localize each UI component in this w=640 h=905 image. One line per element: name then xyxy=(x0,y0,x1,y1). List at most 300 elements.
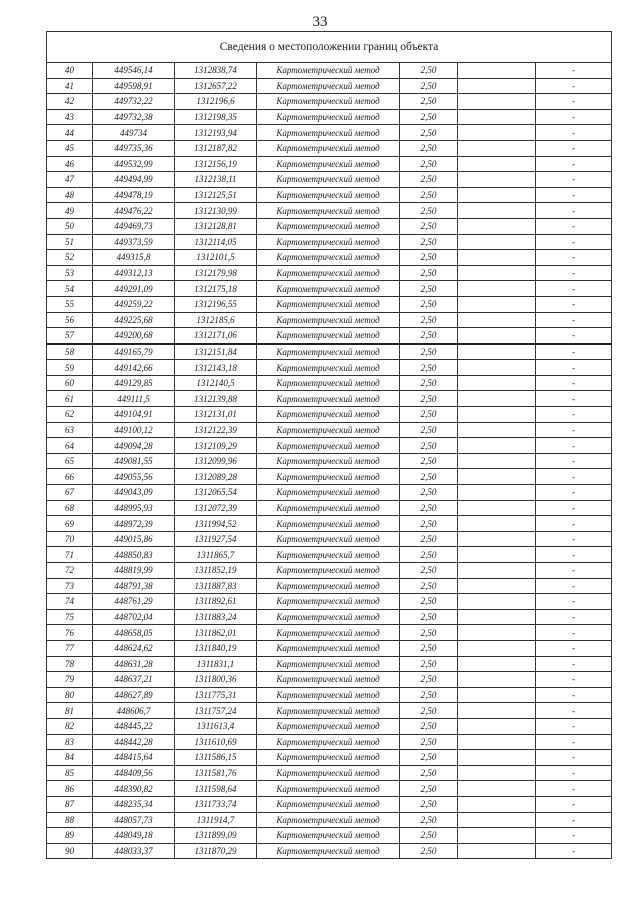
blank-cell xyxy=(458,734,536,750)
dash-cell: - xyxy=(536,625,612,641)
boundary-table xyxy=(46,31,612,859)
dash-cell: - xyxy=(536,172,612,188)
blank-cell xyxy=(458,281,536,297)
x-coordinate-cell: 449532,99 xyxy=(93,156,175,172)
accuracy-cell: 2,50 xyxy=(400,828,458,844)
point-number-cell: 76 xyxy=(47,625,93,641)
blank-cell xyxy=(458,63,536,79)
dash-cell: - xyxy=(536,469,612,485)
blank-cell xyxy=(458,640,536,656)
accuracy-cell: 2,50 xyxy=(400,234,458,250)
method-cell: Картометрический метод xyxy=(257,391,400,407)
y-coordinate-cell: 1312109,29 xyxy=(175,438,257,454)
dash-cell: - xyxy=(536,265,612,281)
table-row xyxy=(47,203,612,219)
dash-cell: - xyxy=(536,281,612,297)
method-cell: Картометрический метод xyxy=(257,94,400,110)
accuracy-cell: 2,50 xyxy=(400,296,458,312)
blank-cell xyxy=(458,187,536,203)
point-number-cell: 67 xyxy=(47,485,93,501)
method-cell: Картометрический метод xyxy=(257,609,400,625)
accuracy-cell: 2,50 xyxy=(400,172,458,188)
y-coordinate-cell: 1311883,24 xyxy=(175,609,257,625)
point-number-cell: 85 xyxy=(47,765,93,781)
method-cell: Картометрический метод xyxy=(257,407,400,423)
blank-cell xyxy=(458,172,536,188)
table-row xyxy=(47,828,612,844)
y-coordinate-cell: 1311581,76 xyxy=(175,765,257,781)
table-row xyxy=(47,547,612,563)
blank-cell xyxy=(458,94,536,110)
blank-cell xyxy=(458,609,536,625)
blank-cell xyxy=(458,203,536,219)
blank-cell xyxy=(458,765,536,781)
table-row xyxy=(47,438,612,454)
x-coordinate-cell: 449494,99 xyxy=(93,172,175,188)
point-number-cell: 77 xyxy=(47,640,93,656)
dash-cell: - xyxy=(536,360,612,376)
dash-cell: - xyxy=(536,578,612,594)
y-coordinate-cell: 1311800,36 xyxy=(175,672,257,688)
point-number-cell: 78 xyxy=(47,656,93,672)
x-coordinate-cell: 449373,59 xyxy=(93,234,175,250)
point-number-cell: 68 xyxy=(47,500,93,516)
point-number-cell: 74 xyxy=(47,594,93,610)
accuracy-cell: 2,50 xyxy=(400,469,458,485)
point-number-cell: 62 xyxy=(47,407,93,423)
point-number-cell: 87 xyxy=(47,796,93,812)
accuracy-cell: 2,50 xyxy=(400,516,458,532)
method-cell: Картометрический метод xyxy=(257,547,400,563)
blank-cell xyxy=(458,265,536,281)
method-cell: Картометрический метод xyxy=(257,109,400,125)
dash-cell: - xyxy=(536,407,612,423)
x-coordinate-cell: 449111,5 xyxy=(93,391,175,407)
y-coordinate-cell: 1312198,35 xyxy=(175,109,257,125)
y-coordinate-cell: 1311865,7 xyxy=(175,547,257,563)
y-coordinate-cell: 1311870,29 xyxy=(175,843,257,859)
point-number-cell: 70 xyxy=(47,531,93,547)
method-cell: Картометрический метод xyxy=(257,453,400,469)
dash-cell: - xyxy=(536,125,612,141)
table-row xyxy=(47,750,612,766)
method-cell: Картометрический метод xyxy=(257,672,400,688)
blank-cell xyxy=(458,140,536,156)
table-row xyxy=(47,218,612,234)
dash-cell: - xyxy=(536,140,612,156)
y-coordinate-cell: 1312657,22 xyxy=(175,78,257,94)
table-row xyxy=(47,453,612,469)
table-row xyxy=(47,734,612,750)
point-number-cell: 72 xyxy=(47,563,93,579)
point-number-cell: 57 xyxy=(47,328,93,344)
accuracy-cell: 2,50 xyxy=(400,796,458,812)
point-number-cell: 69 xyxy=(47,516,93,532)
dash-cell: - xyxy=(536,422,612,438)
accuracy-cell: 2,50 xyxy=(400,360,458,376)
x-coordinate-cell: 448415,64 xyxy=(93,750,175,766)
dash-cell: - xyxy=(536,843,612,859)
y-coordinate-cell: 1311840,19 xyxy=(175,640,257,656)
dash-cell: - xyxy=(536,218,612,234)
table-row xyxy=(47,703,612,719)
x-coordinate-cell: 449732,22 xyxy=(93,94,175,110)
blank-cell xyxy=(458,312,536,328)
y-coordinate-cell: 1311887,83 xyxy=(175,578,257,594)
table-row xyxy=(47,609,612,625)
accuracy-cell: 2,50 xyxy=(400,485,458,501)
dash-cell: - xyxy=(536,781,612,797)
method-cell: Картометрический метод xyxy=(257,438,400,454)
y-coordinate-cell: 1312193,94 xyxy=(175,125,257,141)
point-number-cell: 84 xyxy=(47,750,93,766)
table-row xyxy=(47,140,612,156)
blank-cell xyxy=(458,422,536,438)
x-coordinate-cell: 448442,28 xyxy=(93,734,175,750)
point-number-cell: 48 xyxy=(47,187,93,203)
point-number-cell: 63 xyxy=(47,422,93,438)
x-coordinate-cell: 449200,68 xyxy=(93,328,175,344)
point-number-cell: 64 xyxy=(47,438,93,454)
x-coordinate-cell: 449259,22 xyxy=(93,296,175,312)
table-row xyxy=(47,578,612,594)
y-coordinate-cell: 1312065,54 xyxy=(175,485,257,501)
table-row xyxy=(47,281,612,297)
point-number-cell: 41 xyxy=(47,78,93,94)
blank-cell xyxy=(458,750,536,766)
accuracy-cell: 2,50 xyxy=(400,718,458,734)
accuracy-cell: 2,50 xyxy=(400,594,458,610)
y-coordinate-cell: 1312101,5 xyxy=(175,250,257,266)
method-cell: Картометрический метод xyxy=(257,296,400,312)
point-number-cell: 42 xyxy=(47,94,93,110)
accuracy-cell: 2,50 xyxy=(400,453,458,469)
blank-cell xyxy=(458,563,536,579)
table-row xyxy=(47,500,612,516)
accuracy-cell: 2,50 xyxy=(400,563,458,579)
method-cell: Картометрический метод xyxy=(257,125,400,141)
point-number-cell: 56 xyxy=(47,312,93,328)
method-cell: Картометрический метод xyxy=(257,187,400,203)
point-number-cell: 43 xyxy=(47,109,93,125)
method-cell: Картометрический метод xyxy=(257,828,400,844)
dash-cell: - xyxy=(536,391,612,407)
method-cell: Картометрический метод xyxy=(257,78,400,94)
y-coordinate-cell: 1312156,19 xyxy=(175,156,257,172)
x-coordinate-cell: 448995,93 xyxy=(93,500,175,516)
accuracy-cell: 2,50 xyxy=(400,781,458,797)
accuracy-cell: 2,50 xyxy=(400,187,458,203)
blank-cell xyxy=(458,812,536,828)
point-number-cell: 61 xyxy=(47,391,93,407)
accuracy-cell: 2,50 xyxy=(400,422,458,438)
table-row xyxy=(47,109,612,125)
accuracy-cell: 2,50 xyxy=(400,125,458,141)
accuracy-cell: 2,50 xyxy=(400,344,458,360)
method-cell: Картометрический метод xyxy=(257,594,400,610)
blank-cell xyxy=(458,156,536,172)
x-coordinate-cell: 448445,22 xyxy=(93,718,175,734)
accuracy-cell: 2,50 xyxy=(400,203,458,219)
blank-cell xyxy=(458,360,536,376)
point-number-cell: 71 xyxy=(47,547,93,563)
table-row xyxy=(47,328,612,344)
table-row xyxy=(47,344,612,360)
y-coordinate-cell: 1312114,05 xyxy=(175,234,257,250)
y-coordinate-cell: 1311775,31 xyxy=(175,687,257,703)
accuracy-cell: 2,50 xyxy=(400,672,458,688)
point-number-cell: 79 xyxy=(47,672,93,688)
method-cell: Картометрический метод xyxy=(257,312,400,328)
table-row xyxy=(47,94,612,110)
blank-cell xyxy=(458,843,536,859)
table-row xyxy=(47,656,612,672)
point-number-cell: 65 xyxy=(47,453,93,469)
accuracy-cell: 2,50 xyxy=(400,250,458,266)
blank-cell xyxy=(458,828,536,844)
point-number-cell: 51 xyxy=(47,234,93,250)
accuracy-cell: 2,50 xyxy=(400,687,458,703)
dash-cell: - xyxy=(536,344,612,360)
accuracy-cell: 2,50 xyxy=(400,703,458,719)
method-cell: Картометрический метод xyxy=(257,796,400,812)
method-cell: Картометрический метод xyxy=(257,281,400,297)
y-coordinate-cell: 1311586,15 xyxy=(175,750,257,766)
dash-cell: - xyxy=(536,718,612,734)
x-coordinate-cell: 449546,14 xyxy=(93,63,175,79)
y-coordinate-cell: 1312185,6 xyxy=(175,312,257,328)
x-coordinate-cell: 448761,29 xyxy=(93,594,175,610)
accuracy-cell: 2,50 xyxy=(400,734,458,750)
x-coordinate-cell: 449735,36 xyxy=(93,140,175,156)
y-coordinate-cell: 1312139,88 xyxy=(175,391,257,407)
page-number: 33 xyxy=(312,14,328,30)
table-row xyxy=(47,250,612,266)
accuracy-cell: 2,50 xyxy=(400,531,458,547)
y-coordinate-cell: 1312138,11 xyxy=(175,172,257,188)
blank-cell xyxy=(458,469,536,485)
dash-cell: - xyxy=(536,672,612,688)
accuracy-cell: 2,50 xyxy=(400,109,458,125)
x-coordinate-cell: 449315,8 xyxy=(93,250,175,266)
point-number-cell: 60 xyxy=(47,375,93,391)
blank-cell xyxy=(458,109,536,125)
x-coordinate-cell: 449104,91 xyxy=(93,407,175,423)
accuracy-cell: 2,50 xyxy=(400,265,458,281)
blank-cell xyxy=(458,578,536,594)
dash-cell: - xyxy=(536,812,612,828)
table-row xyxy=(47,234,612,250)
x-coordinate-cell: 448972,39 xyxy=(93,516,175,532)
blank-cell xyxy=(458,781,536,797)
x-coordinate-cell: 449165,79 xyxy=(93,344,175,360)
blank-cell xyxy=(458,407,536,423)
method-cell: Картометрический метод xyxy=(257,516,400,532)
table-row xyxy=(47,625,612,641)
table-row xyxy=(47,469,612,485)
blank-cell xyxy=(458,625,536,641)
method-cell: Картометрический метод xyxy=(257,750,400,766)
x-coordinate-cell: 449129,85 xyxy=(93,375,175,391)
accuracy-cell: 2,50 xyxy=(400,843,458,859)
accuracy-cell: 2,50 xyxy=(400,500,458,516)
y-coordinate-cell: 1312072,39 xyxy=(175,500,257,516)
x-coordinate-cell: 448235,34 xyxy=(93,796,175,812)
x-coordinate-cell: 449478,19 xyxy=(93,187,175,203)
dash-cell: - xyxy=(536,375,612,391)
accuracy-cell: 2,50 xyxy=(400,156,458,172)
y-coordinate-cell: 1311927,54 xyxy=(175,531,257,547)
accuracy-cell: 2,50 xyxy=(400,750,458,766)
table-row xyxy=(47,796,612,812)
y-coordinate-cell: 1312130,99 xyxy=(175,203,257,219)
blank-cell xyxy=(458,796,536,812)
y-coordinate-cell: 1312151,84 xyxy=(175,344,257,360)
y-coordinate-cell: 1312838,74 xyxy=(175,63,257,79)
dash-cell: - xyxy=(536,250,612,266)
point-number-cell: 50 xyxy=(47,218,93,234)
y-coordinate-cell: 1311892,61 xyxy=(175,594,257,610)
accuracy-cell: 2,50 xyxy=(400,140,458,156)
blank-cell xyxy=(458,594,536,610)
x-coordinate-cell: 449476,22 xyxy=(93,203,175,219)
x-coordinate-cell: 448390,82 xyxy=(93,781,175,797)
method-cell: Картометрический метод xyxy=(257,687,400,703)
y-coordinate-cell: 1312131,01 xyxy=(175,407,257,423)
table-row xyxy=(47,516,612,532)
x-coordinate-cell: 449142,66 xyxy=(93,360,175,376)
dash-cell: - xyxy=(536,187,612,203)
method-cell: Картометрический метод xyxy=(257,656,400,672)
blank-cell xyxy=(458,125,536,141)
x-coordinate-cell: 448049,18 xyxy=(93,828,175,844)
table-row xyxy=(47,765,612,781)
accuracy-cell: 2,50 xyxy=(400,281,458,297)
y-coordinate-cell: 1312175,18 xyxy=(175,281,257,297)
x-coordinate-cell: 449055,56 xyxy=(93,469,175,485)
dash-cell: - xyxy=(536,516,612,532)
blank-cell xyxy=(458,500,536,516)
y-coordinate-cell: 1312122,39 xyxy=(175,422,257,438)
table-row xyxy=(47,125,612,141)
point-number-cell: 86 xyxy=(47,781,93,797)
method-cell: Картометрический метод xyxy=(257,375,400,391)
point-number-cell: 49 xyxy=(47,203,93,219)
y-coordinate-cell: 1311733,74 xyxy=(175,796,257,812)
accuracy-cell: 2,50 xyxy=(400,625,458,641)
y-coordinate-cell: 1312128,81 xyxy=(175,218,257,234)
table-row xyxy=(47,812,612,828)
x-coordinate-cell: 448850,83 xyxy=(93,547,175,563)
method-cell: Картометрический метод xyxy=(257,640,400,656)
table-row xyxy=(47,781,612,797)
y-coordinate-cell: 1312187,82 xyxy=(175,140,257,156)
accuracy-cell: 2,50 xyxy=(400,438,458,454)
table-row xyxy=(47,156,612,172)
x-coordinate-cell: 448624,62 xyxy=(93,640,175,656)
dash-cell: - xyxy=(536,438,612,454)
table-row xyxy=(47,63,612,79)
blank-cell xyxy=(458,296,536,312)
x-coordinate-cell: 449291,09 xyxy=(93,281,175,297)
point-number-cell: 44 xyxy=(47,125,93,141)
y-coordinate-cell: 1311914,7 xyxy=(175,812,257,828)
method-cell: Картометрический метод xyxy=(257,203,400,219)
accuracy-cell: 2,50 xyxy=(400,765,458,781)
table-row xyxy=(47,485,612,501)
x-coordinate-cell: 448791,38 xyxy=(93,578,175,594)
dash-cell: - xyxy=(536,828,612,844)
x-coordinate-cell: 449732,38 xyxy=(93,109,175,125)
dash-cell: - xyxy=(536,296,612,312)
accuracy-cell: 2,50 xyxy=(400,609,458,625)
table-row xyxy=(47,360,612,376)
blank-cell xyxy=(458,547,536,563)
table-row xyxy=(47,312,612,328)
dash-cell: - xyxy=(536,500,612,516)
dash-cell: - xyxy=(536,485,612,501)
x-coordinate-cell: 449312,13 xyxy=(93,265,175,281)
accuracy-cell: 2,50 xyxy=(400,312,458,328)
y-coordinate-cell: 1311899,09 xyxy=(175,828,257,844)
dash-cell: - xyxy=(536,750,612,766)
point-number-cell: 53 xyxy=(47,265,93,281)
method-cell: Картометрический метод xyxy=(257,360,400,376)
accuracy-cell: 2,50 xyxy=(400,391,458,407)
accuracy-cell: 2,50 xyxy=(400,328,458,344)
y-coordinate-cell: 1311852,19 xyxy=(175,563,257,579)
x-coordinate-cell: 449100,12 xyxy=(93,422,175,438)
dash-cell: - xyxy=(536,594,612,610)
y-coordinate-cell: 1311862,01 xyxy=(175,625,257,641)
method-cell: Картометрический метод xyxy=(257,765,400,781)
blank-cell xyxy=(458,687,536,703)
y-coordinate-cell: 1312125,51 xyxy=(175,187,257,203)
accuracy-cell: 2,50 xyxy=(400,547,458,563)
accuracy-cell: 2,50 xyxy=(400,640,458,656)
y-coordinate-cell: 1312099,96 xyxy=(175,453,257,469)
point-number-cell: 80 xyxy=(47,687,93,703)
blank-cell xyxy=(458,656,536,672)
blank-cell xyxy=(458,703,536,719)
point-number-cell: 82 xyxy=(47,718,93,734)
dash-cell: - xyxy=(536,94,612,110)
table-row xyxy=(47,640,612,656)
dash-cell: - xyxy=(536,609,612,625)
blank-cell xyxy=(458,344,536,360)
dash-cell: - xyxy=(536,563,612,579)
dash-cell: - xyxy=(536,78,612,94)
method-cell: Картометрический метод xyxy=(257,703,400,719)
x-coordinate-cell: 449598,91 xyxy=(93,78,175,94)
dash-cell: - xyxy=(536,687,612,703)
method-cell: Картометрический метод xyxy=(257,63,400,79)
blank-cell xyxy=(458,516,536,532)
table-row xyxy=(47,672,612,688)
blank-cell xyxy=(458,218,536,234)
x-coordinate-cell: 449469,73 xyxy=(93,218,175,234)
table-row xyxy=(47,265,612,281)
dash-cell: - xyxy=(536,796,612,812)
y-coordinate-cell: 1312196,6 xyxy=(175,94,257,110)
y-coordinate-cell: 1311994,52 xyxy=(175,516,257,532)
table-row xyxy=(47,407,612,423)
dash-cell: - xyxy=(536,109,612,125)
point-number-cell: 83 xyxy=(47,734,93,750)
table-title: Сведения о местоположении границ объекта xyxy=(47,32,612,63)
x-coordinate-cell: 448631,28 xyxy=(93,656,175,672)
x-coordinate-cell: 448409,56 xyxy=(93,765,175,781)
